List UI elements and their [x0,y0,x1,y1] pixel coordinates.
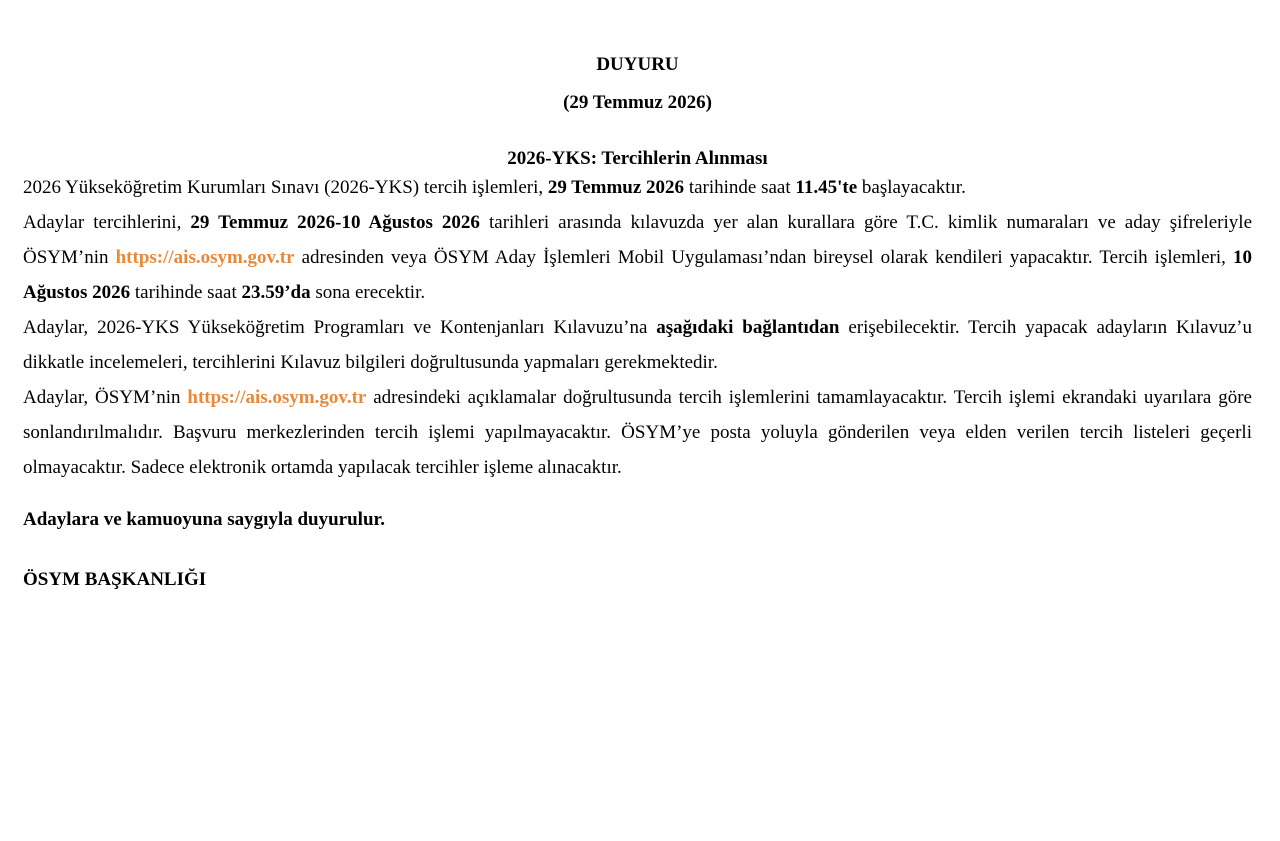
text-segment: başlayacaktır. [857,177,966,198]
ais-link[interactable]: https://ais.osym.gov.tr [115,247,295,268]
ais-link[interactable]: https://ais.osym.gov.tr [187,387,367,408]
announcement-subject: 2026-YKS: Tercihlerin Alınması [507,148,768,169]
text-segment: Adaylar, ÖSYM’nin [23,387,188,408]
signature: ÖSYM BAŞKANLIĞI [23,569,207,590]
paragraph-preference-period [23,205,1252,310]
page-title: DUYURU [596,54,679,75]
guide-link-text[interactable]: aşağıdaki bağlantıdan [656,317,840,338]
text-segment: adresindeki açıklamalar doğrultusunda tercih işlemlerini tamamlayacaktır. Tercih işlemi ekrandaki uyarılara göre sonlandırılmalıdır. Başvuru merkezlerinden tercih işlemi yapılmayacaktır. ÖSYM’ye posta yoluyla gönderilen veya elden verilen tercih listeleri geçerli olmayacaktır. Sadece elektronik ortamda yapılacak tercihler işleme alınacaktır. [23,387,1252,478]
paragraph-instructions [23,380,1252,485]
announcement-date: (29 Temmuz 2026) [563,92,712,113]
bold-start-time: 11.45'te [795,177,858,198]
text-segment: erişebilecektir. Tercih yapacak adayların Kılavuz’u dikkatle incelemeleri, tercihlerini Kılavuz bilgileri doğrultusunda yapmaları gerekmektedir. [23,317,1252,373]
text-segment: adresinden veya ÖSYM Aday İşlemleri Mobil Uygulaması’ndan bireysel olarak kendileri yapacaktır. Tercih işlemleri, [294,247,1233,268]
text-segment: tarihleri arasında kılavuzda yer alan kurallara göre T.C. kimlik numaraları ve aday şifreleriyle ÖSYM’nin [23,212,1253,268]
text-segment: tarihinde saat [684,177,796,198]
text-segment: Adaylar, 2026-YKS Yükseköğretim Programları ve Kontenjanları Kılavuzu’na [23,317,657,338]
paragraph-start-time [23,170,1252,205]
paragraph-guide [23,310,1252,380]
bold-end-date: 10 Ağustos 2026 [23,247,1252,303]
bold-date-range: 29 Temmuz 2026-10 Ağustos 2026 [190,212,480,233]
bold-end-time: 23.59’da [241,282,311,303]
text-segment: tarihinde saat [130,282,242,303]
bold-start-date: 29 Temmuz 2026 [547,177,685,198]
text-segment: sona erecektir. [310,282,426,303]
text-segment: 2026 Yükseköğretim Kurumları Sınavı (2026-YKS) tercih işlemleri, [23,177,548,198]
text-segment: Adaylar tercihlerini, [23,212,191,233]
closing-statement: Adaylara ve kamuoyuna saygıyla duyurulur. [23,509,385,530]
